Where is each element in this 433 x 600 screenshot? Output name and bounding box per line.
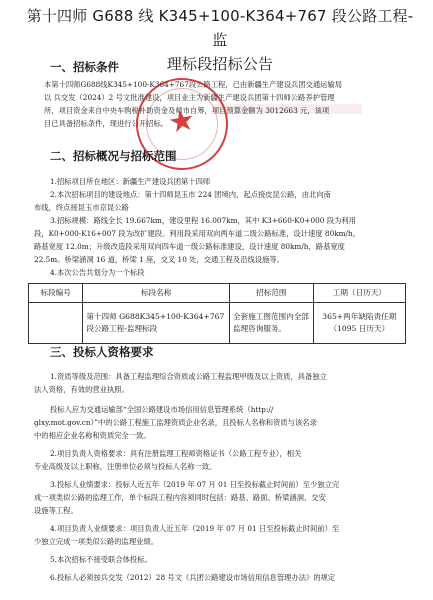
section-heading-qualification: 三、投标人资格要求 xyxy=(50,345,154,359)
qualification-line-14: 6.投标人必须按兵交发（2012）28 号文《兵团公路建设市场信用信息管理办法》的规定 xyxy=(50,573,336,582)
header-section-name: 标段名称 xyxy=(83,284,230,303)
qualification-line-7: 专业高级及以上职称，注册单位必须与投标人名称一致。 xyxy=(34,462,217,471)
overview-line-5: 段，K0+000-K16+007 段为改扩建段。利用段采用双向两车道二级公路标准，设计速度 80km/h， xyxy=(34,229,361,238)
seal-star-icon: ★ xyxy=(165,101,198,142)
overview-line-2: 2.本次招标项目的建设地点：第十四师昆玉市 224 团境内，起点接皮昆公路，由北向南 xyxy=(50,190,331,199)
qualification-line-6: 2.项目负责人资格要求：具有注册监理工程师资格证书（公路工程专业），相关 xyxy=(50,449,302,458)
qualification-line-2: 法人资格，有效的营业执照。 xyxy=(34,385,129,394)
qualification-line-13: 5.本次招标不接受联合体投标。 xyxy=(50,555,152,564)
qualification-line-3: 投标人应为交通运输部“全国公路建设市场信用信息管理系统（http:// xyxy=(50,405,274,414)
title-line-2: 理标段招标公告 xyxy=(166,55,274,73)
overview-line-3: 布线，终点接昆玉市京昆公路 xyxy=(34,203,129,212)
cell-period: 365+两年缺陷责任期（1095 日历天） xyxy=(313,303,405,344)
header-scope: 招标范围 xyxy=(229,284,313,303)
qualification-line-12: 少独立完成一项类似公路的监理业绩。 xyxy=(34,537,159,546)
cell-scope: 全套施工图范围内全部监理咨询服务。 xyxy=(229,303,313,344)
qualification-line-9: 成一项类似公路的监理工作，单个标段工程内容须同时包括：路基、路面、桥梁涵洞、交安 xyxy=(34,493,326,502)
overview-line-1: 1.招标项目所在地区：新疆生产建设兵团第十四师 xyxy=(50,177,211,186)
bid-section-table xyxy=(28,283,406,344)
table-row xyxy=(29,303,406,344)
overview-line-6: 路基宽度 12.0m；升级改造段采用双向四车道一级公路标准建设，设计速度 80km/h，路基宽度 xyxy=(34,242,345,251)
qualification-line-11: 4.项目负责人业绩要求：项目负责人近五年（2019 年 07 月 01 日至投标截止时间前）至 xyxy=(50,524,340,533)
table-header-row xyxy=(29,284,406,303)
qualification-line-10: 设施等工程。 xyxy=(34,506,78,515)
conditions-line-4: 目已具备招标条件，现进行公开招标。 xyxy=(44,119,169,128)
overview-line-4: 3.招标规模：路线全长 19.667km，建设里程 16.007km，其中 K3+660-K0+000 段为利用 xyxy=(50,216,356,225)
cell-section-name: 第十四师 G688K345+100-K364+767 段公路工程-监理标段 xyxy=(83,303,230,344)
conditions-line-3: 所，项目资金来自中央车购税补助资金及师市自筹，项目预算金额为 3012663 元，该项 xyxy=(44,106,330,115)
qualification-line-8: 3.投标人业绩要求：投标人近五年（2019 年 07 月 01 日至投标截止时间前）至少独立完 xyxy=(50,480,340,489)
qualification-line-1: 1.资质等级及范围：具备工程监理综合资质或公路工程监理甲级及以上资质，具备独立 xyxy=(50,372,327,381)
qualification-line-4: glxy.mot.gov.cn）”中的公路工程施工监理资质企业名录，且投标人名称和资质与该名录 xyxy=(34,418,317,427)
header-period: 工期（日历天） xyxy=(313,284,405,303)
conditions-line-1: 本第十四师G688线K345+100-K364+767段公路工程，已由新疆生产建设兵团交通运输局 xyxy=(44,80,343,89)
section-heading-overview: 二、招标概况与招标范围 xyxy=(50,149,177,163)
header-section-no: 标段编号 xyxy=(29,284,83,303)
cell-section-no xyxy=(29,303,83,344)
section-heading-conditions: 一、招标条件 xyxy=(50,60,119,74)
conditions-line-2: 以 兵交发（2024）2 号文批准建设，项目业主为新疆生产建设兵团第十四师公路养护管理 xyxy=(44,93,335,102)
title-line-1: 第十四师 G688 线 K345+100-K364+767 段公路工程-监 xyxy=(26,7,414,49)
overview-line-8: 4.本次公告共划分为一个标段 xyxy=(50,268,145,277)
qualification-line-5: 中的相应企业名称和资质完全一致。 xyxy=(34,431,151,440)
overview-line-7: 22.5m。桥梁涵洞 16 道，桥梁 1 座，交叉 10 处，交通工程及沿线设施等。 xyxy=(34,255,285,264)
